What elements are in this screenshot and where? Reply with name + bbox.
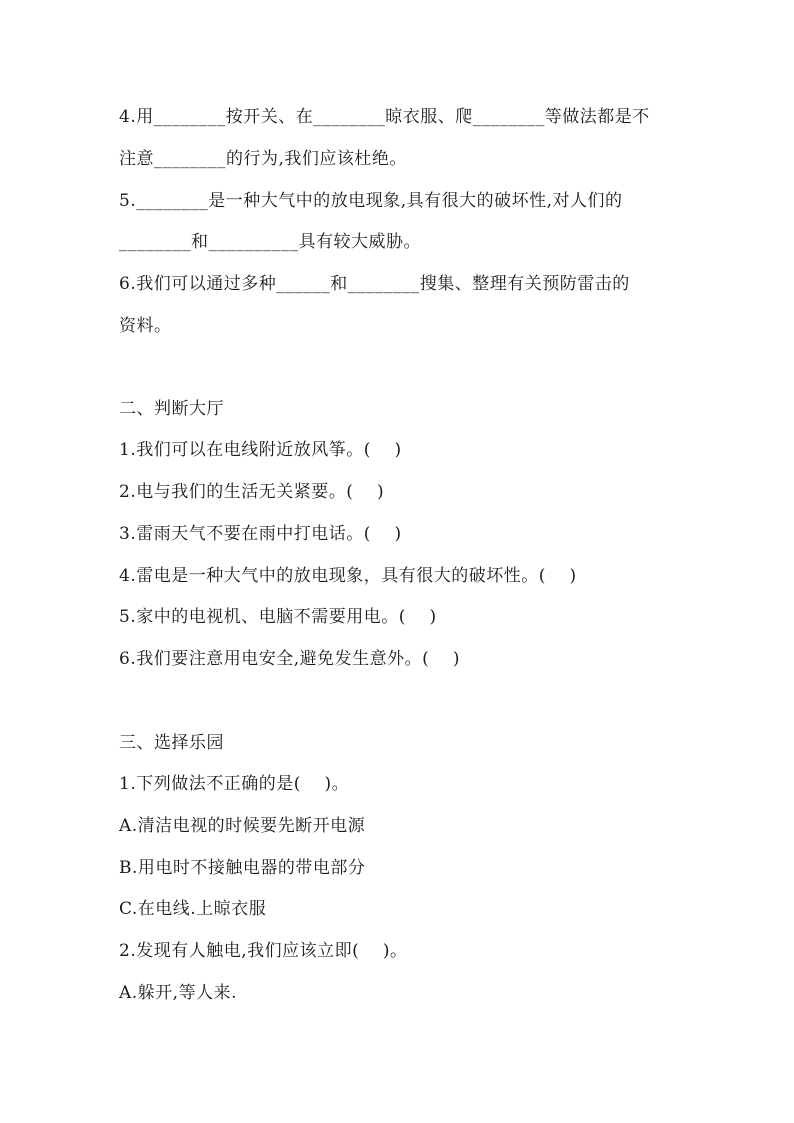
question-4-line-2: 注意________的行为,我们应该杜绝。 [119, 149, 407, 169]
question-5-line-2: ________和__________具有较大威胁。 [119, 232, 421, 252]
judgement-item-2: 2.电与我们的生活无关紧要。( ) [119, 482, 385, 502]
choice-question-1-option-b: B.用电时不接触电器的带电部分 [119, 858, 366, 878]
judgement-item-1: 1.我们可以在电线附近放风筝。( ) [119, 440, 402, 460]
question-4-line-1: 4.用________按开关、在________晾衣服、爬________等做法都是不 [119, 107, 650, 127]
judgement-item-5: 5.家中的电视机、电脑不需要用电。( ) [119, 607, 437, 627]
choice-question-1-option-c: C.在电线.上晾衣服 [119, 899, 267, 919]
judgement-item-4: 4.雷电是一种大气中的放电现象，具有很大的破坏性。( ) [119, 566, 577, 586]
choice-question-1-option-a: A.清洁电视的时候要先断开电源 [119, 816, 366, 836]
judgement-item-3: 3.雷雨天气不要在雨中打电话。( ) [119, 524, 402, 544]
choice-question-2-option-a: A.躲开,等人来. [119, 983, 237, 1003]
judgement-item-6: 6.我们要注意用电安全,避免发生意外。( ) [119, 649, 461, 669]
question-5-line-1: 5.________是一种大气中的放电现象,具有很大的破坏性,对人们的 [119, 191, 623, 211]
choice-question-1: 1.下列做法不正确的是( )。 [119, 774, 350, 794]
choice-question-2: 2.发现有人触电,我们应该立即( )。 [119, 941, 408, 961]
section-heading-choice: 三、选择乐园 [119, 733, 224, 753]
question-6-line-2: 资料。 [119, 316, 172, 336]
question-6-line-1: 6.我们可以通过多种______和________搜集、整理有关预防雷击的 [119, 274, 630, 294]
section-heading-judgement: 二、判断大厅 [119, 399, 224, 419]
